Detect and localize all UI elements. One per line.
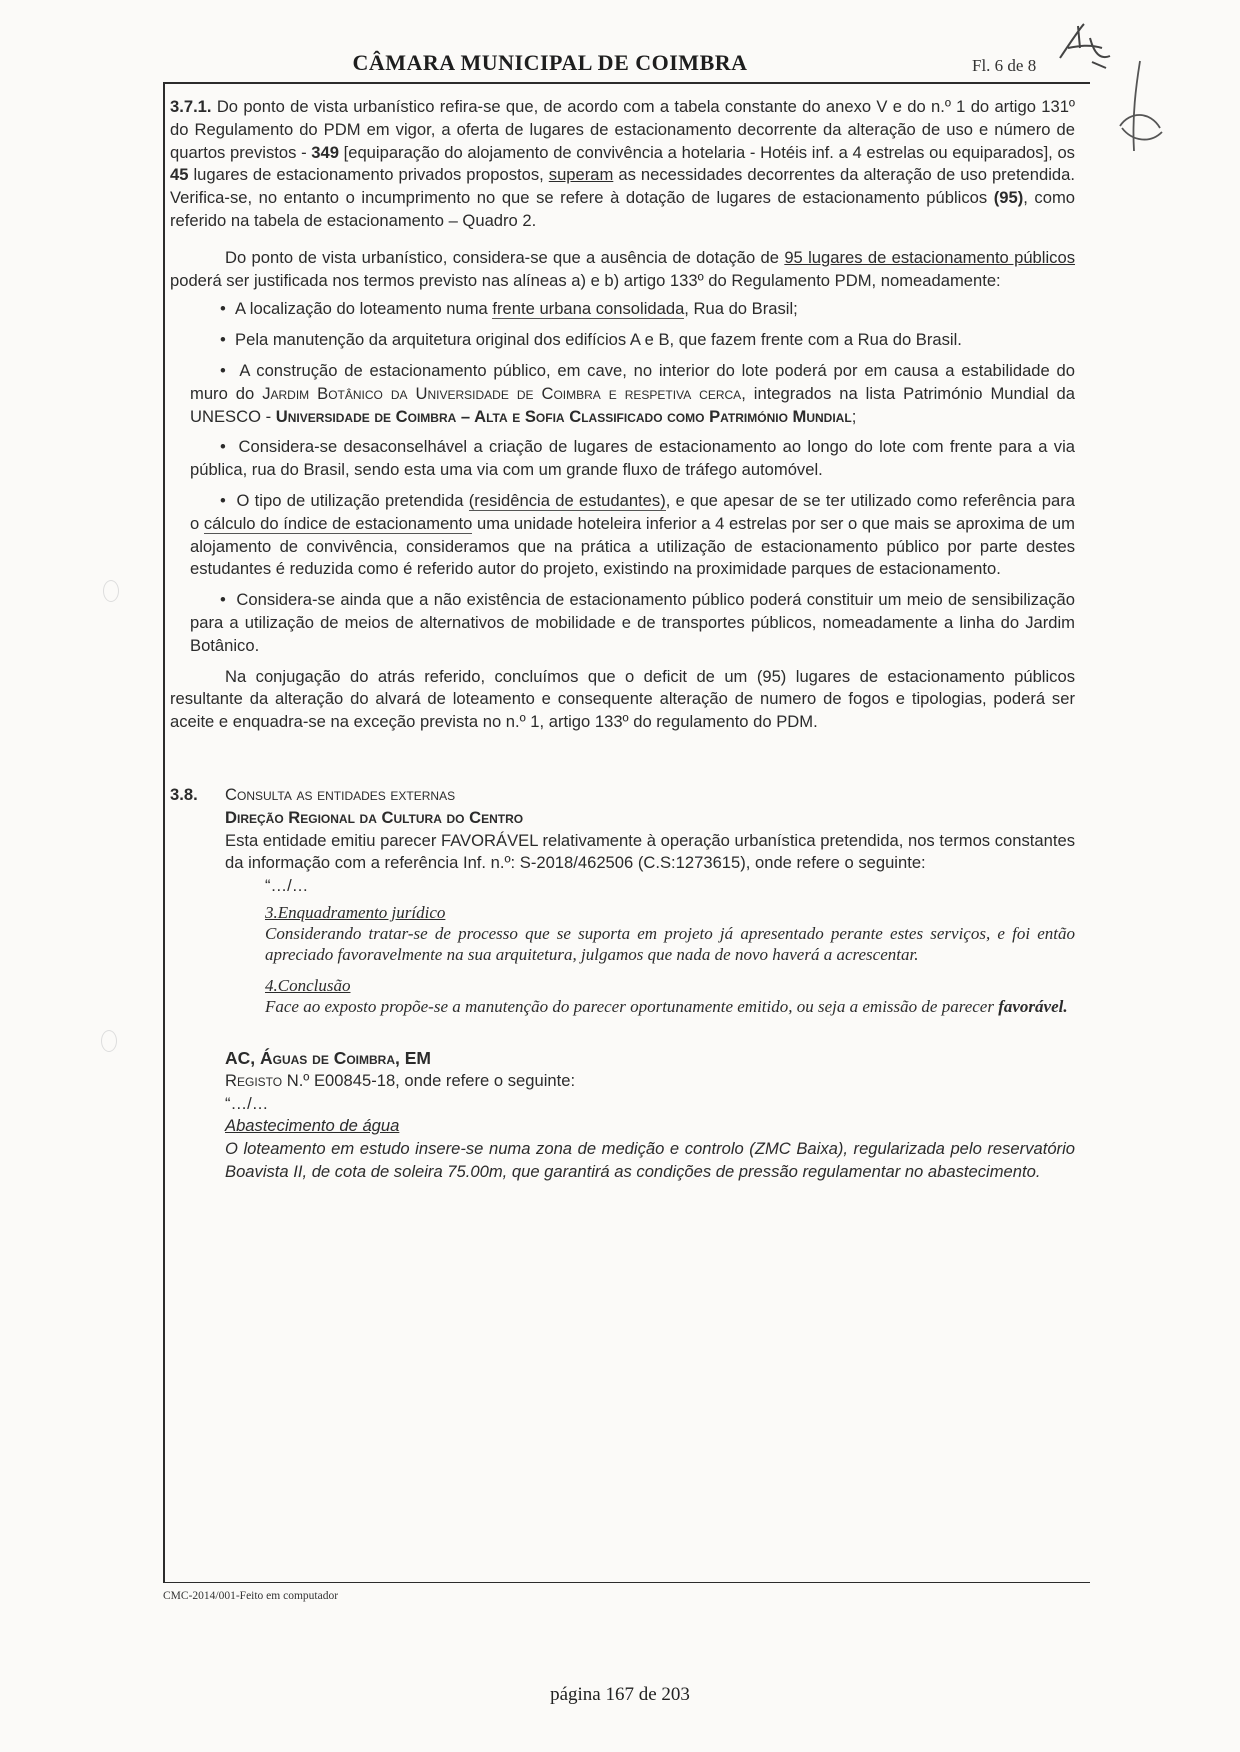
text-underlined: (residência de estudantes) — [468, 490, 666, 510]
text: Do ponto de vista urbanístico, considera-se que a ausência de dotação de — [225, 247, 785, 267]
quote-text: Face ao exposto propõe-se a manutenção do parecer oportunamente emitido, ou seja a emissão de parecer — [265, 996, 999, 1016]
text: uma unidade hoteleira inferior a 4 estrelas por ser o que mais se aproxima de um alojamento de convivência, consideramos que na prática a utilização de estacionamento público por parte destes estudantes é reduzida como é referido autor do projeto, existindo na proximidade parques de estacionamento. — [190, 513, 1075, 579]
text-underlined: 95 lugares de estacionamento públicos — [784, 247, 1075, 267]
folio-label: Fl. 6 de 8 — [972, 56, 1037, 75]
registration-line — [225, 1070, 1075, 1093]
handwritten-signature-icon — [1110, 56, 1170, 166]
document-body — [170, 96, 1075, 1184]
page-title: CÂMARA MUNICIPAL DE COIMBRA — [352, 50, 748, 75]
text: Do ponto de vista urbanístico refira-se que, de acordo com a tabela constante do anexo V e do n.º 1 do artigo 131º do Regulamento do PDM em vigor, a oferta de lugares de estacionamento decorrente da alteração de uso e número de quartos previstos - — [170, 97, 1075, 162]
text-underlined: frente urbana consolidada — [492, 299, 685, 319]
text-small-caps: Águas de Coimbra — [260, 1047, 396, 1068]
text: Considera-se desaconselhável a criação de lugares de estacionamento ao longo do lote com frente para a via pública, rua do Brasil, sendo esta uma via com um grande fluxo de tráfego automóvel. — [190, 437, 1075, 480]
bullet-icon: • — [220, 590, 237, 610]
form-code: CMC-2014/001-Feito em computador — [163, 1590, 339, 1602]
bullet-icon: • — [220, 490, 237, 510]
bullet-icon: • — [220, 437, 239, 457]
section-3-8 — [170, 784, 1075, 1184]
list-item — [170, 360, 1075, 428]
page-number: página 167 de 203 — [550, 1684, 690, 1705]
quote-block — [265, 875, 1075, 1017]
text-underlined: superam — [548, 165, 614, 185]
text: [equiparação do alojamento de convivência a hotelaria - Hotéis inf. a 4 estrelas ou equiparados], os — [338, 142, 1075, 162]
text: AC, — [225, 1047, 260, 1068]
text: poderá ser justificada nos termos previsto nas alíneas a) e b) artigo 133º do Regulamento PDM, nomeadamente: — [170, 270, 1001, 290]
text: , como referido na tabela de estacionamento – Quadro 2. — [170, 188, 1075, 230]
text-small-caps: Registo N.º — [225, 1070, 310, 1090]
quote-open: “…/… — [265, 876, 309, 896]
paragraph-conclusion: Na conjugação do atrás referido, concluímos que o deficit de um (95) lugares de estacionamento públicos resultante da alteração do alvará de loteamento e consequente alteração de numero de fogos e tipologias, poderá ser aceite e enquadra-se na exceção prevista no n.º 1, artigo 133º do regulamento do PDM. — [170, 666, 1075, 732]
text-small-caps: Jardim Botânico da Universidade de Coimbra e respetiva cerca — [262, 383, 742, 403]
bullet-icon: • — [220, 299, 236, 319]
text-bold-small-caps: Universidade de Coimbra – Alta e Sofia Classificado como Património Mundial — [275, 406, 852, 426]
quote-heading: 3.Enquadramento jurídico — [265, 902, 446, 922]
text: lugares de estacionamento privados propostos, — [188, 165, 549, 185]
entity-heading: Direção Regional da Cultura do Centro — [225, 807, 524, 827]
bullet-icon: • — [220, 360, 240, 380]
justification-list — [170, 298, 1075, 657]
list-item — [170, 298, 1075, 321]
text: , e que apesar de se ter utilizado como referência para o — [190, 490, 1075, 533]
section-number: 3.8. — [170, 784, 198, 804]
quote-text-bold: favorável. — [998, 996, 1068, 1016]
section-title: Consulta as entidades externas — [225, 784, 456, 804]
text: , EM — [395, 1047, 431, 1068]
list-item — [170, 490, 1075, 581]
quote-text: O loteamento em estudo insere-se numa zona de medição e controlo (ZMC Baixa), regularizada pelo reservatório Boavista II, de cota de soleira 75.00m, que garantirá as condições de pressão regulamentar no abastecimento. — [225, 1139, 1075, 1181]
text: A localização do loteamento numa — [235, 299, 493, 319]
quote-open: “…/… — [225, 1093, 269, 1113]
quote-heading: Abastecimento de água — [225, 1116, 400, 1136]
quote-text: Considerando tratar-se de processo que se suporta em projeto já apresentado perante estes serviços, e foi então apreciado favoravelmente na sua arquitetura, julgamos que nada de novo haverá a acrescentar. — [265, 923, 1075, 964]
text: , Rua do Brasil; — [684, 299, 798, 319]
list-item — [170, 589, 1075, 657]
bullet-icon: • — [220, 330, 236, 350]
text: A construção de estacionamento público, em cave, no interior do lote poderá por em causa a estabilidade do muro do — [190, 360, 1075, 403]
paragraph-3-7-1 — [170, 96, 1075, 233]
text: Considera-se ainda que a não existência de estacionamento público poderá constituir um meio de sensibilização para a utilização de meios de alternativos de mobilidade e de transportes públicos, nomeadamente a linha do Jardim Botânico. — [190, 590, 1075, 655]
text: O tipo de utilização pretendida — [236, 490, 469, 510]
quote-heading: 4.Conclusão — [265, 975, 351, 995]
text-bold: (95) — [993, 188, 1024, 208]
quote-block — [225, 1093, 1075, 1184]
text: as necessidades decorrentes da alteração de uso pretendida. Verifica-se, no entanto o incumprimento no que se refere à dotação de lugares de estacionamento públicos — [170, 165, 1075, 208]
text: Pela manutenção da arquitetura original dos edifícios A e B, que fazem frente com a Rua do Brasil. — [235, 330, 962, 350]
entity-paragraph: Esta entidade emitiu parecer FAVORÁVEL relativamente à operação urbanística pretendida, nos termos constantes da informação com a referência Inf. n.º: S-2018/462506 (C.S:1273615), onde refere o seguinte: — [225, 830, 1075, 873]
text-bold: 45 — [170, 165, 189, 185]
text: , integrados na lista Património Mundial da UNESCO - — [190, 383, 1075, 426]
text-underlined: cálculo do índice de estacionamento — [203, 513, 473, 533]
section-number: 3.7.1. — [170, 97, 212, 116]
text-bold: 349 — [311, 142, 339, 162]
list-item — [170, 436, 1075, 482]
list-item — [170, 329, 1075, 352]
footer-rule — [163, 1582, 1090, 1583]
punch-hole — [103, 580, 119, 602]
header-rule — [163, 82, 1090, 84]
paragraph-justification — [170, 247, 1075, 293]
text: E00845-18, onde refere o seguinte: — [309, 1070, 576, 1090]
left-margin-rule — [163, 82, 165, 1582]
punch-hole — [101, 1030, 117, 1052]
entity-heading — [225, 1047, 1075, 1070]
text: ; — [851, 406, 857, 426]
